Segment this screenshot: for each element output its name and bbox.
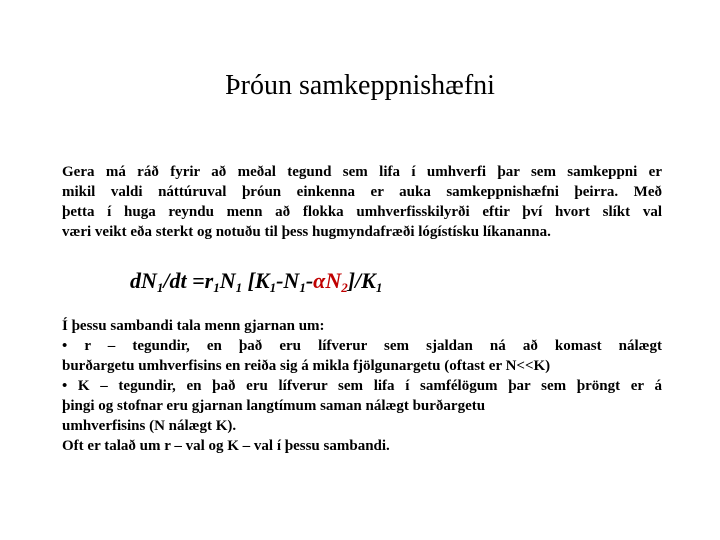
- formula-part: [K: [242, 268, 270, 293]
- list-item-r-line: burðargetu umhverfisins en reiða sig á mikla fjölgunargetu (oftast er N<<K): [62, 358, 551, 374]
- intro-line: þetta í huga reyndu menn að flokka umhverfisskilyrði eftir því hvort slíkt val: [62, 204, 662, 220]
- formula-part: -N: [276, 268, 300, 293]
- formula-part: N: [219, 268, 236, 293]
- formula-part: ]/K: [347, 268, 376, 293]
- formula-sub: 1: [235, 280, 243, 295]
- formula-sub: 1: [213, 280, 220, 295]
- intro-line: væri veikt eða sterkt og notuðu til þess hugmyndafræði lógístísku líkananna.: [62, 224, 551, 240]
- formula-part: dN: [130, 268, 157, 293]
- formula-sub: 1: [375, 280, 383, 295]
- rk-selection-list: [62, 316, 662, 456]
- formula-part: -: [305, 268, 314, 293]
- slide-title: Þróun samkeppnishæfni: [225, 70, 495, 101]
- list-conclusion: Oft er talað um r – val og K – val í þessu sambandi.: [62, 438, 390, 454]
- intro-line: mikil valdi náttúruval þróun einkenna er auka samkeppnishæfni þeirra. Með: [62, 184, 662, 200]
- list-item-r-line: • r – tegundir, en það eru lífverur sem sjaldan ná að komast nálægt: [62, 338, 662, 354]
- list-item-k-line: þingi og stofnar eru gjarnan langtímum saman nálægt burðargetu: [62, 398, 486, 414]
- formula-part: /dt =r: [163, 268, 214, 293]
- intro-line: Gera má ráð fyrir að meðal tegund sem lifa í umhverfi þar sem samkeppni er: [62, 164, 662, 180]
- list-item-k-line: umhverfisins (N nálægt K).: [62, 418, 237, 434]
- formula-sub: 1: [269, 280, 277, 295]
- intro-paragraph: [62, 162, 662, 242]
- formula-sub: 1: [299, 280, 306, 295]
- formula-sub: 2: [341, 280, 348, 295]
- formula-alpha-term: αN: [313, 268, 342, 293]
- list-intro: Í þessu sambandi tala menn gjarnan um:: [62, 318, 325, 334]
- logistic-competition-formula: [130, 268, 382, 296]
- list-item-k-line: • K – tegundir, en það eru lífverur sem lifa í samfélögum þar sem þröngt er á: [62, 378, 662, 394]
- formula-sub: 1: [156, 280, 164, 295]
